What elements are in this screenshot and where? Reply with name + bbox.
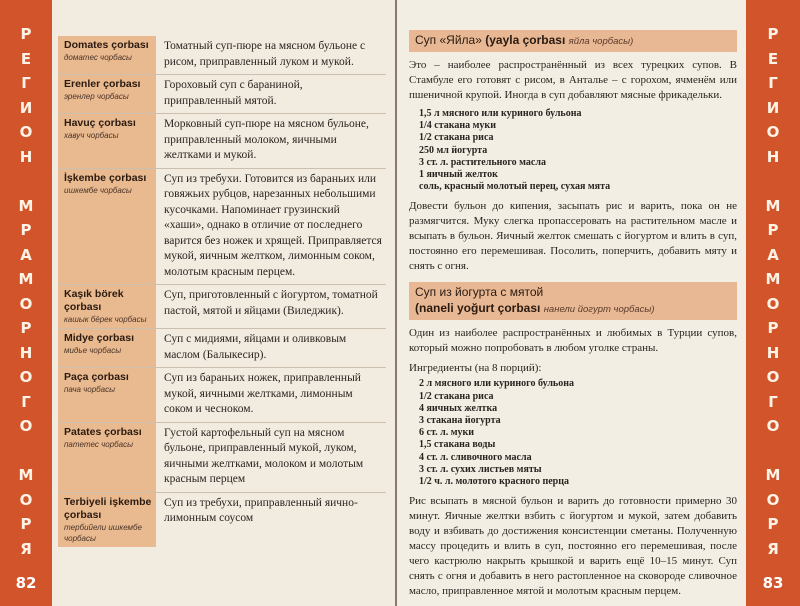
soup-description: Суп, приготовленный с йогуртом, томатной пастой, мятой и яйцами (Виледжик). [164, 289, 378, 317]
soup-name-translit: кашык бёрек чорбасы [64, 315, 147, 324]
side-label-letter: М [765, 196, 781, 215]
side-label-letter: Н [19, 147, 33, 166]
soup-name-tr: Terbiyeli işkembe çorbası [64, 495, 152, 521]
side-label-letter [0, 169, 52, 194]
ingredient-item: 2 л мясного или куриного бульона [419, 378, 574, 390]
right-page [397, 0, 746, 606]
side-label-letter: А [20, 245, 32, 264]
soup-name-tr: Paça çorbası [64, 371, 129, 383]
side-label-letter: Н [19, 343, 33, 362]
side-label-letter: М [765, 270, 781, 288]
soup-row [58, 285, 386, 329]
side-label-letter: Р [20, 319, 32, 337]
soup-name-cell [58, 493, 156, 547]
side-label-letter: О [766, 368, 780, 386]
soup-description: Томатный суп-пюре на мясном бульоне с рисом, приправленный луком и мукой. [164, 40, 366, 68]
recipe1-method: Довести бульон до кипения, засыпать рис и варить, пока он не размягчится. Муку слегка пропассеровать на растительном масле и всыпать в бульон. Яичный желток смешать с йогуртом и влить в суп, постоянно его перемешивая. Посолить, поперчить, добавить мяту и снять с огня. [409, 200, 737, 273]
soup-row [58, 114, 386, 169]
side-label-letter: Р [767, 319, 779, 337]
side-label-letter [0, 439, 52, 464]
side-label-letter: О [766, 490, 780, 509]
ingredient-item: 6 ст. л. муки [419, 427, 475, 439]
ingredient-item: 250 мл йогурта [419, 144, 488, 156]
side-label-letter: А [767, 245, 779, 264]
soup-name-cell [58, 114, 156, 168]
side-label-letter: О [19, 490, 33, 509]
ingredient-item: 4 ст. л. сливочного масла [419, 451, 532, 463]
soup-row [58, 75, 386, 114]
side-label-letter: О [19, 294, 33, 313]
side-label-letter: О [19, 368, 33, 386]
side-label-letter: Р [767, 515, 779, 533]
ingredient-item: 1/2 ч. л. молотого красного перца [419, 476, 569, 488]
soup-name-cell [58, 169, 156, 285]
side-label-letter: Я [20, 539, 32, 558]
soup-name-translit: ишкембе чорбасы [64, 185, 132, 195]
side-label-letter: И [766, 98, 780, 117]
side-label-letter [746, 439, 800, 464]
side-label-letter: Р [20, 221, 32, 239]
ingredient-item: 1 яичный желток [419, 169, 498, 181]
soup-name-tr: Kaşık börek çorbası [64, 288, 124, 313]
soup-name-cell [58, 285, 156, 328]
soup-name-translit: пача чорбасы [64, 385, 116, 394]
soup-description: Гороховый суп с бараниной, приправленный мятой. [164, 79, 303, 107]
left-page [52, 0, 395, 606]
side-label-letter: Р [20, 25, 32, 43]
side-label-letter: Е [767, 49, 779, 68]
recipe2-intro: Один из наиболее распространённых и любимых в Турции супов, который можно попробовать в любом уголке страны. [409, 327, 737, 355]
soup-name-translit: патетес чорбасы [64, 439, 133, 449]
ingredient-item: 3 стакана йогурта [419, 415, 501, 427]
soup-row [58, 36, 386, 75]
side-label-letter: Г [768, 74, 778, 92]
soup-description: Густой картофельный суп на мясном бульоне, приправленный мукой, луком, яичными желтками, молоком и молотым красным перцем [164, 426, 364, 485]
soup-name-tr: Domates çorbası [64, 39, 149, 51]
ingredient-item: 3 ст. л. растительного масла [419, 156, 546, 168]
soup-description: Суп из бараньих ножек, приправленный мукой, яичными желтками, лимонным соком и чесноком. [164, 372, 361, 415]
recipe1-title-translit: яйла чорбасы) [568, 36, 634, 47]
recipe2-title-tr: (naneli yoğurt çorbası [415, 301, 541, 316]
side-label-letter: Г [768, 392, 778, 411]
soup-name-tr: Havuç çorbası [64, 117, 136, 129]
soup-name-cell [58, 75, 156, 113]
soup-row [58, 169, 386, 286]
side-label-letter: О [766, 294, 780, 313]
soup-description: Суп из требухи. Готовится из бараньих или говяжьих рубцов, нарезанных небольшими кусочками. Напоминает грузинский «хаши», однако в отличие от последнего варится без ножек и хрящей. Приправляется мукой, яичным желтком, лимонным соком, молотым красным перцем. [164, 172, 382, 278]
right-side-label [746, 22, 800, 561]
recipe2-servings: Ингредиенты (на 8 порций): [409, 362, 542, 375]
soup-description: Суп с мидиями, яйцами и оливковым маслом (Балыкесир). [164, 333, 347, 361]
side-label-letter: Н [766, 147, 780, 166]
side-label-letter: М [18, 196, 34, 215]
side-label-letter: Г [21, 392, 31, 411]
soup-name-translit: тербийели ишкембе чорбасы [64, 522, 142, 543]
ingredient-item: 1/2 стакана риса [419, 132, 494, 144]
recipe2-ingredients [419, 378, 737, 488]
side-label-letter: М [18, 270, 34, 288]
side-label-letter: Р [767, 25, 779, 43]
ingredient-item: соль, красный молотый перец, сухая мята [419, 181, 611, 193]
soup-name-translit: эренлер чорбасы [64, 92, 129, 101]
left-side-label [0, 22, 52, 561]
soup-description: Морковный суп-пюре на мясном бульоне, приправленный молоком, яичными желтками и мукой. [164, 118, 369, 161]
left-page-number: 82 [15, 574, 37, 592]
recipe2-title-translit: нанели йогурт чорбасы) [543, 304, 655, 316]
soup-table [58, 36, 386, 547]
ingredient-item: 1/2 стакана риса [419, 390, 494, 402]
side-label-letter: О [766, 417, 780, 435]
soup-name-cell [58, 36, 156, 74]
soup-row [58, 493, 386, 547]
soup-name-cell [58, 329, 156, 367]
soup-row [58, 329, 386, 368]
left-side-band [0, 0, 52, 606]
ingredient-item: 1,5 стакана воды [419, 439, 496, 451]
ingredient-item: 1,5 л мясного или куриного бульона [419, 108, 582, 119]
recipe1-intro: Это – наиболее распространённый из всех турецких супов. В Стамбуле его готовят с рисом, в Анталье – с горохом, ячменём или пшеничной крупой. Иногда в суп добавляют мясные фрикадельки. [409, 59, 737, 101]
soup-name-cell [58, 368, 156, 422]
side-label-letter: О [19, 417, 33, 435]
soup-name-tr: Patates çorbası [64, 425, 142, 438]
ingredient-item: 3 ст. л. сухих листьев мяты [419, 463, 542, 475]
soup-row [58, 368, 386, 423]
side-label-letter: Г [21, 74, 31, 92]
recipe1-ingredients [419, 108, 737, 193]
side-label-letter: И [19, 98, 33, 117]
recipe1-title-ru: Суп «Яйла» [415, 33, 482, 47]
recipe1-title-tr: (yayla çorbası [485, 33, 566, 47]
soup-name-cell [58, 423, 156, 492]
soup-name-tr: İşkembe çorbası [64, 171, 147, 184]
recipe2-title-ru: Суп из йогурта с мятой [415, 285, 544, 300]
side-label-letter: Е [20, 49, 32, 68]
soup-name-translit: хавуч чорбасы [64, 131, 119, 140]
soup-name-translit: доматес чорбасы [64, 53, 132, 62]
ingredient-item: 4 яичных желтка [419, 402, 498, 414]
recipes [409, 30, 737, 604]
side-label-letter: Н [766, 343, 780, 362]
side-label-letter: Р [20, 515, 32, 533]
recipe1-heading [409, 30, 737, 52]
soup-name-translit: мидье чорбасы [64, 346, 122, 355]
soup-row [58, 423, 386, 493]
side-label-letter: М [18, 466, 34, 484]
side-label-letter: О [19, 123, 33, 141]
side-label-letter: М [765, 466, 781, 484]
right-side-band [746, 0, 800, 606]
side-label-letter [746, 169, 800, 194]
recipe2-heading [409, 282, 737, 320]
side-label-letter: О [766, 123, 780, 141]
soup-name-tr: Erenler çorbası [64, 78, 141, 90]
side-label-letter: Я [767, 539, 779, 558]
side-label-letter: Р [767, 221, 779, 239]
soup-description: Суп из требухи, приправленный яично-лимонным соусом [164, 496, 358, 524]
ingredient-item: 1/4 стакана муки [419, 120, 496, 132]
right-page-number: 83 [762, 574, 784, 592]
recipe2-method: Рис всыпать в мясной бульон и варить до готовности примерно 30 минут. Яичные желтки взбить с йогуртом и мукой, затем добавить воду и взбивать до достижения консистенции сметаны. Полученную массу процедить и влить в суп, постоянно его перемешивая, после чего кастрюлю накрыть крышкой и варить ещё 10–15 минут. Суп снять с огня и добавить в него растопленное на сковороде сливочное масло, приправленное мятой и молотым красным перцем. [409, 495, 737, 598]
soup-name-tr: Midye çorbası [64, 332, 135, 344]
